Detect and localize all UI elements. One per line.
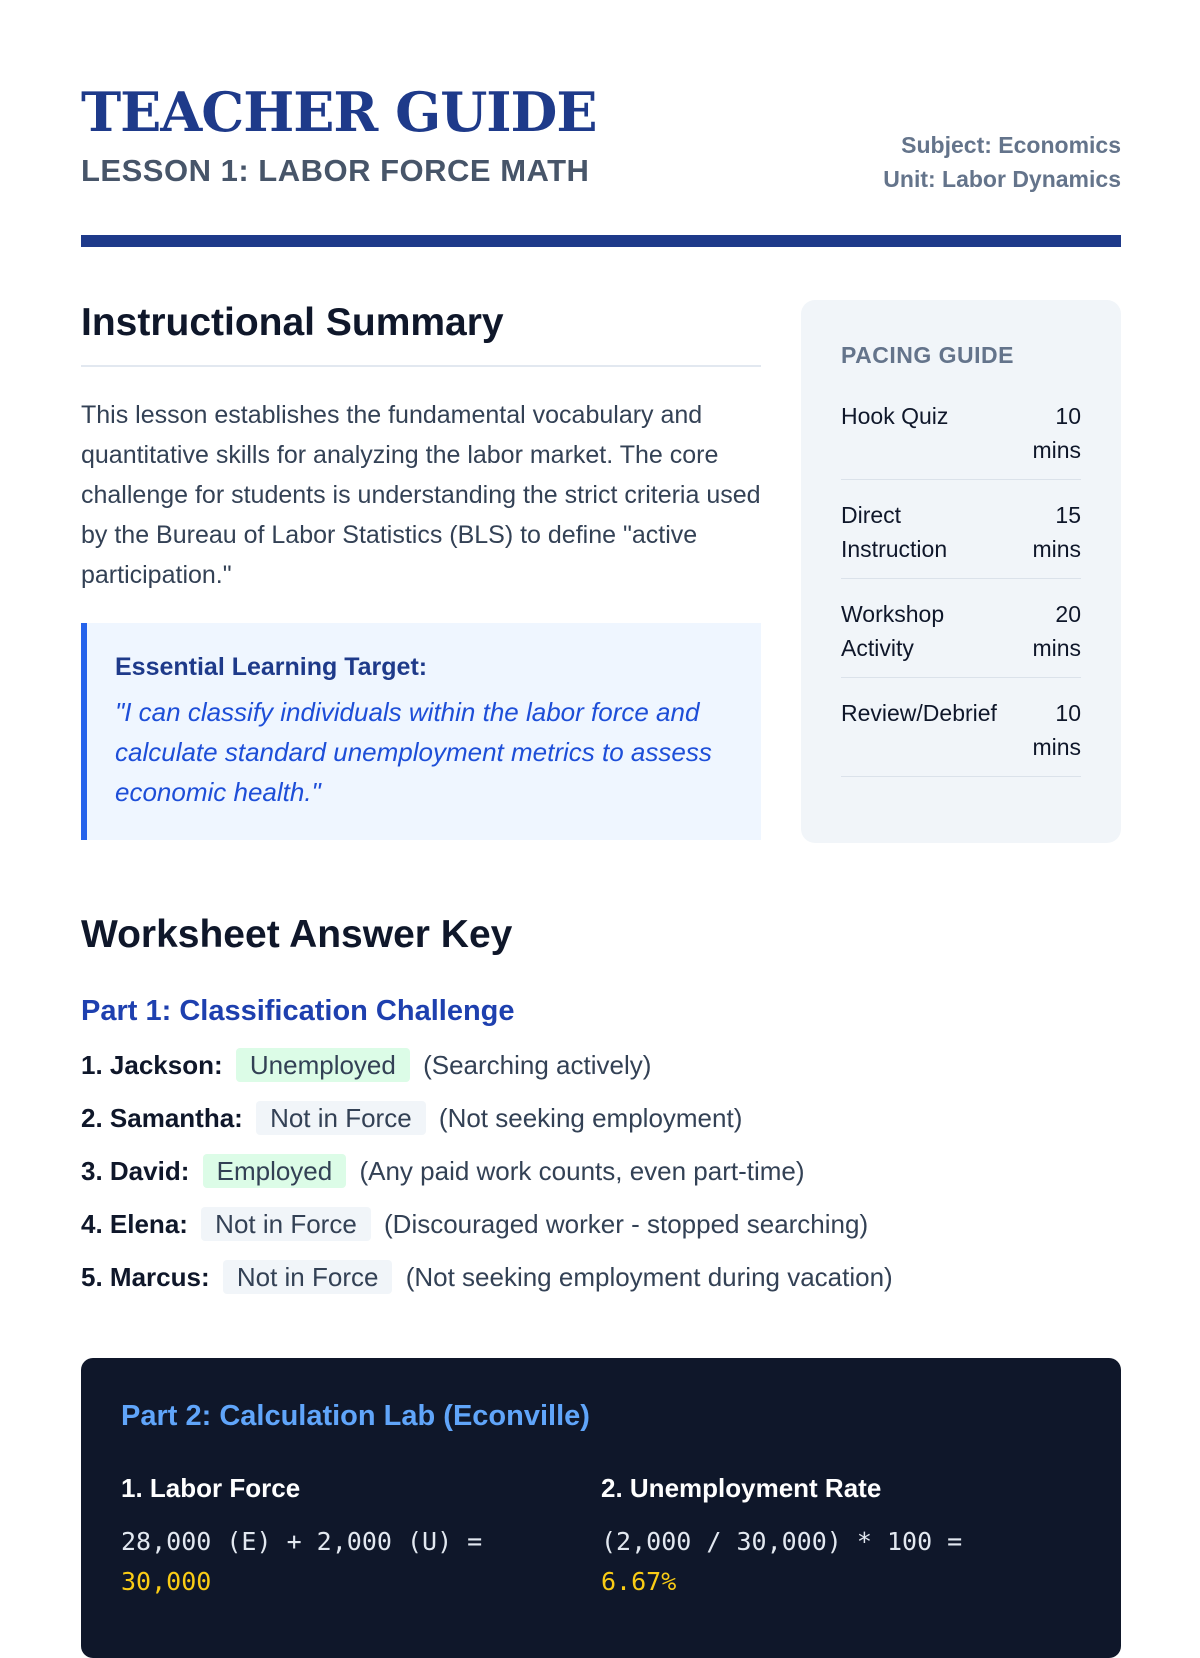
classification-badge: Not in Force — [201, 1207, 371, 1241]
list-item — [81, 1048, 1121, 1082]
summary-heading: Instructional Summary — [81, 301, 504, 344]
calc-formula: 28,000 (E) + 2,000 (U) = — [121, 1527, 483, 1556]
list-item — [81, 1154, 1121, 1188]
header-divider — [81, 235, 1121, 247]
unemployment-rate-calc — [601, 1473, 1081, 1602]
classification-badge: Unemployed — [236, 1048, 410, 1082]
summary-divider — [81, 365, 761, 367]
subject-label: Subject: Economics — [901, 132, 1121, 158]
labor-force-calc — [121, 1473, 601, 1602]
worksheet-answer-key — [81, 912, 1121, 1313]
pacing-duration: 20 mins — [1032, 601, 1081, 661]
pacing-activity: Workshop Activity — [841, 601, 945, 661]
pacing-duration: 15 mins — [1032, 502, 1081, 562]
pacing-duration: 10 mins — [1032, 403, 1081, 463]
summary-body: This lesson establishes the fundamental vocabulary and quantitative skills for analyzing the labor market. The core challenge for students is understanding the strict criteria used by the Bureau of Labor Statistics (BLS) to define "active participation." — [81, 400, 761, 589]
pacing-guide-card — [801, 300, 1121, 843]
person-name: 1. Jackson: — [81, 1049, 223, 1080]
lab-heading: Part 2: Calculation Lab (Econville) — [121, 1400, 590, 1432]
person-name: 3. David: — [81, 1155, 190, 1186]
pacing-activity: Review/Debrief — [841, 700, 997, 726]
pacing-row — [841, 490, 1081, 579]
pacing-guide-title: PACING GUIDE — [841, 342, 1014, 368]
unit-label: Unit: Labor Dynamics — [883, 166, 1121, 192]
person-name: 4. Elena: — [81, 1208, 188, 1239]
pacing-row — [841, 589, 1081, 678]
answer-key-heading: Worksheet Answer Key — [81, 913, 513, 956]
pacing-activity: Hook Quiz — [841, 403, 949, 429]
list-item — [81, 1101, 1121, 1135]
classification-badge: Not in Force — [223, 1260, 393, 1294]
pacing-row — [841, 688, 1081, 777]
classification-badge: Not in Force — [256, 1101, 426, 1135]
person-name: 2. Samantha: — [81, 1102, 243, 1133]
page-title: TEACHER GUIDE — [81, 80, 597, 144]
classification-note: (Not seeking employment) — [438, 1102, 743, 1133]
calc-result: 30,000 — [121, 1567, 212, 1596]
lab-columns — [121, 1473, 1081, 1602]
classification-note: (Any paid work counts, even part-time) — [359, 1155, 805, 1186]
header — [81, 80, 1121, 192]
calc-title: 1. Labor Force — [121, 1473, 301, 1503]
learning-target-quote: "I can classify individuals within the labor force and calculate standard unemployment metrics to assess economic health." — [115, 696, 712, 807]
classification-badge: Employed — [203, 1154, 347, 1188]
calculation-lab-panel — [81, 1358, 1121, 1658]
pacing-duration: 10 mins — [1032, 700, 1081, 760]
person-name: 5. Marcus: — [81, 1261, 210, 1292]
lesson-subtitle: LESSON 1: LABOR FORCE MATH — [81, 153, 590, 188]
calc-formula: (2,000 / 30,000) * 100 = — [601, 1527, 963, 1556]
learning-target-label: Essential Learning Target: — [115, 652, 428, 681]
classification-note: (Discouraged worker - stopped searching) — [384, 1208, 869, 1239]
lesson-meta — [883, 128, 1121, 196]
classification-list — [81, 1048, 1121, 1294]
part1-heading: Part 1: Classification Challenge — [81, 994, 515, 1027]
calc-title: 2. Unemployment Rate — [601, 1473, 882, 1503]
pacing-activity: Direct Instruction — [841, 502, 948, 562]
list-item — [81, 1260, 1121, 1294]
calc-result: 6.67% — [601, 1567, 677, 1596]
instructional-summary — [81, 300, 761, 840]
list-item — [81, 1207, 1121, 1241]
classification-note: (Searching actively) — [423, 1049, 652, 1080]
learning-target-callout — [81, 623, 761, 840]
pacing-row — [841, 391, 1081, 480]
classification-note: (Not seeking employment during vacation) — [405, 1261, 893, 1292]
